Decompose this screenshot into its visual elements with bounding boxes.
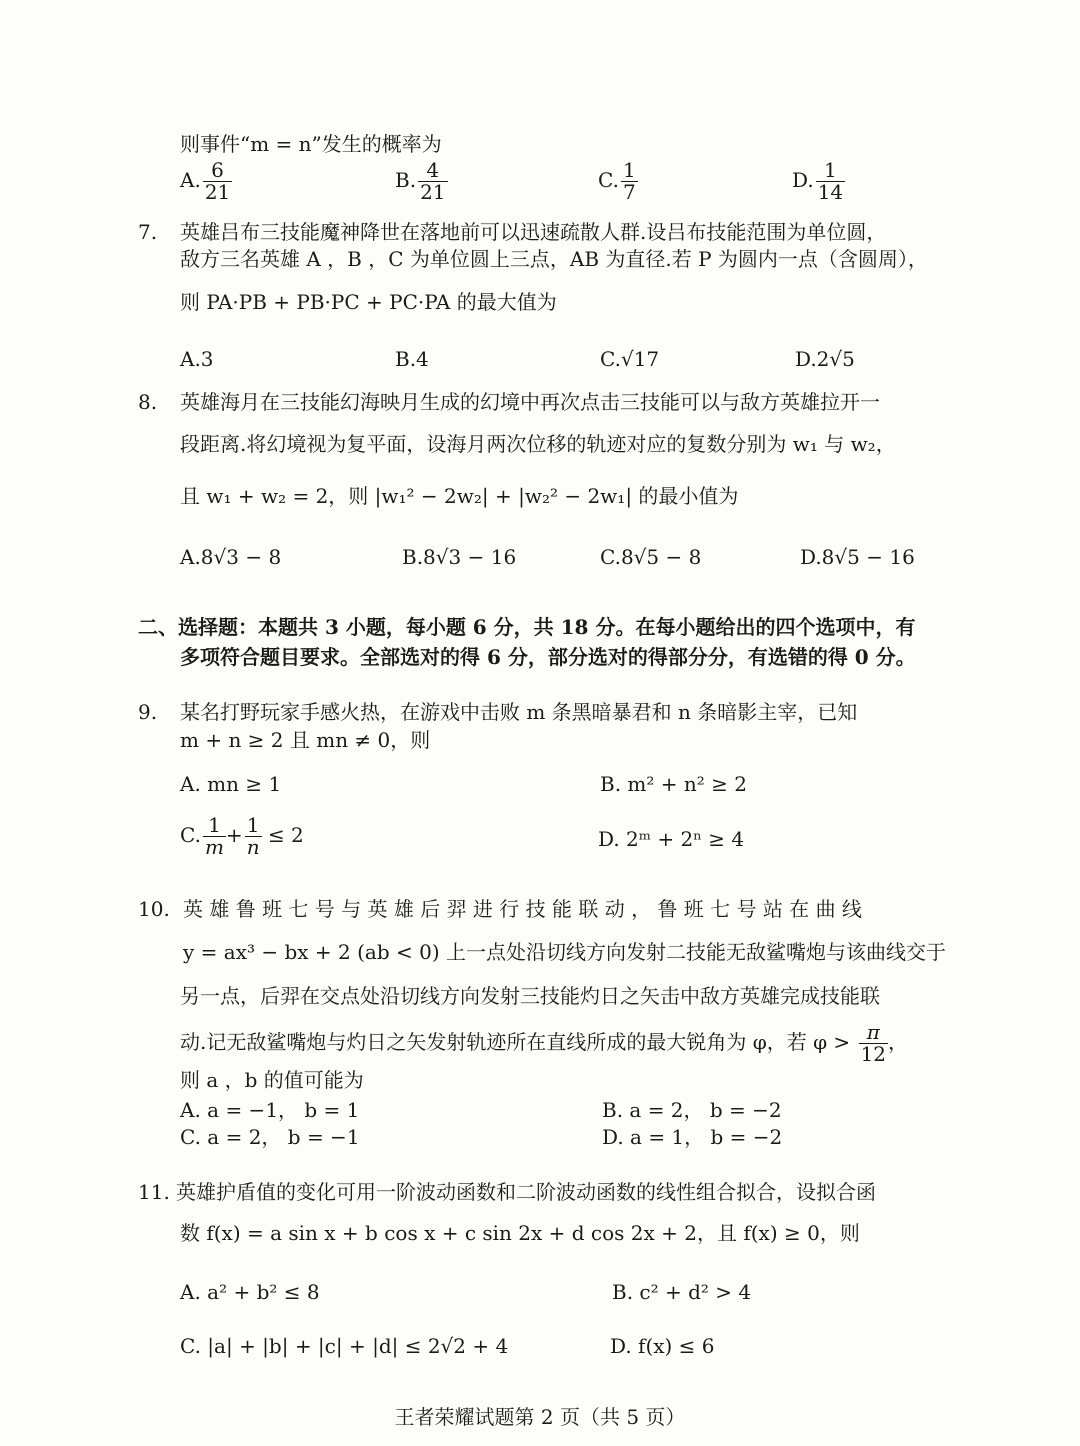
frac-den: m [204, 835, 224, 859]
section2-line-2: 多项符合题目要求。全部选对的得 6 分，部分选对的得部分分，有选错的得 0 分。 [180, 645, 916, 669]
q9-option-d: D. 2ᵐ + 2ⁿ ≥ 4 [598, 827, 745, 851]
frac-num: 4 [418, 160, 447, 182]
q7-line-2: 敌方三名英雄 A ，B ，C 为单位圆上三点，AB 为直径.若 P 为圆内一点（含圆周）， [180, 247, 928, 271]
section2-line-1: 二、选择题：本题共 3 小题，每小题 6 分，共 18 分。在每小题给出的四个选项中，有 [138, 615, 916, 639]
q8-option-b: B.8√3 − 16 [402, 545, 517, 569]
q6-option-c [598, 160, 638, 203]
frac-num: 1 [622, 158, 636, 182]
q8-line-1: 英雄海月在三技能幻海映月生成的幻境中再次点击三技能可以与敌方英雄拉开一 [180, 390, 880, 414]
q10-option-b: B. a = 2， b = −2 [602, 1098, 782, 1122]
q6-stem: 则事件“m = n”发生的概率为 [180, 132, 442, 156]
option-fraction [245, 815, 262, 858]
option-fraction [203, 815, 226, 858]
q7-line-1: 英雄吕布三技能魔神降世在落地前可以迅速疏散人群.设吕布技能范围为单位圆， [180, 220, 887, 244]
frac-den: 21 [420, 180, 446, 204]
frac-num: π [859, 1022, 888, 1044]
q10-line-4 [180, 1022, 908, 1065]
option-letter: D. [792, 168, 814, 192]
q7-option-d: D.2√5 [795, 347, 855, 371]
q10-option-a: A. a = −1， b = 1 [180, 1098, 360, 1122]
q10-option-d: D. a = 1， b = −2 [602, 1125, 783, 1149]
q10-number: 10. [138, 897, 170, 921]
q10-fraction [859, 1022, 888, 1065]
q11-number: 11. [138, 1180, 170, 1204]
q8-option-c: C.8√5 − 8 [600, 545, 702, 569]
frac-num: 1 [816, 160, 845, 182]
option-tail: ≤ 2 [267, 823, 304, 847]
q10-option-c: C. a = 2， b = −1 [180, 1125, 360, 1149]
q8-line-3: 且 w₁ + w₂ = 2，则 |w₁² − 2w₂| + |w₂² − 2w₁| 的最小值为 [180, 484, 739, 508]
q10-line-5: 则 a ，b 的值可能为 [180, 1068, 364, 1092]
q6-option-b [395, 160, 448, 203]
q11-option-b: B. c² + d² > 4 [612, 1280, 752, 1304]
option-letter: C. [598, 168, 619, 192]
q6-option-a [180, 160, 232, 203]
q11-line-2: 数 f(x) = a sin x + b cos x + c sin 2x + d cos 2x + 2，且 f(x) ≥ 0，则 [180, 1221, 860, 1245]
q11-line-1: 英雄护盾值的变化可用一阶波动函数和二阶波动函数的线性组合拟合，设拟合函 [176, 1180, 876, 1204]
option-letter: C. [180, 823, 201, 847]
option-letter: B. [395, 168, 417, 192]
q8-option-a: A.8√3 − 8 [180, 545, 282, 569]
frac-den: 21 [204, 180, 231, 204]
q9-line-2: m + n ≥ 2 且 mn ≠ 0，则 [180, 728, 431, 752]
option-fraction [203, 160, 232, 203]
q10-line-1: 英 雄 鲁 班 七 号 与 英 雄 后 羿 进 行 技 能 联 动 ， 鲁 班 七 号 站 在 曲 线 [183, 897, 862, 921]
q7-option-c: C.√17 [600, 347, 660, 371]
option-letter: A. [180, 168, 201, 192]
plus-sign: + [225, 823, 243, 847]
q9-option-c [180, 815, 304, 858]
q10-line-3: 另一点，后羿在交点处沿切线方向发射三技能灼日之矢击中敌方英雄完成技能联 [180, 984, 880, 1008]
q9-option-a: A. mn ≥ 1 [180, 772, 282, 796]
frac-den: 7 [622, 180, 636, 204]
q8-option-d: D.8√5 − 16 [800, 545, 915, 569]
frac-num: 6 [203, 160, 232, 182]
frac-num: 1 [203, 815, 226, 837]
frac-num: 1 [245, 815, 262, 837]
q9-number: 9. [138, 700, 158, 724]
page-footer: 王者荣耀试题第 2 页（共 5 页） [394, 1405, 686, 1429]
q10-line-2: y = ax³ − bx + 2 (ab < 0) 上一点处沿切线方向发射二技能无敌鲨嘴炮与该曲线交于 [183, 940, 946, 964]
q11-option-a: A. a² + b² ≤ 8 [180, 1280, 320, 1304]
q10-line-4-text: 动.记无敌鲨嘴炮与灼日之矢发射轨迹所在直线所成的最大锐角为 φ，若 φ > [180, 1030, 851, 1054]
q9-line-1: 某名打野玩家手感火热，在游戏中击败 m 条黑暗暴君和 n 条暗影主宰，已知 [180, 700, 858, 724]
q10-line-4-tail: ， [888, 1030, 909, 1054]
q7-line-3: 则 PA·PB + PB·PC + PC·PA 的最大值为 [180, 290, 557, 314]
q8-number: 8. [138, 390, 158, 414]
option-fraction [621, 160, 638, 203]
option-fraction [816, 160, 845, 203]
q7-option-b: B.4 [395, 347, 429, 371]
q7-number: 7. [138, 220, 158, 244]
q11-option-d: D. f(x) ≤ 6 [610, 1334, 715, 1358]
q8-line-2: 段距离.将幻境视为复平面，设海月两次位移的轨迹对应的复数分别为 w₁ 与 w₂， [180, 432, 896, 456]
option-fraction [418, 160, 447, 203]
q9-option-b: B. m² + n² ≥ 2 [600, 772, 747, 796]
q6-option-d [792, 160, 845, 203]
frac-den: 14 [817, 180, 844, 204]
frac-den: 12 [860, 1042, 887, 1066]
q7-option-a: A.3 [180, 347, 214, 371]
frac-den: n [246, 835, 260, 859]
q11-option-c: C. |a| + |b| + |c| + |d| ≤ 2√2 + 4 [180, 1334, 509, 1358]
